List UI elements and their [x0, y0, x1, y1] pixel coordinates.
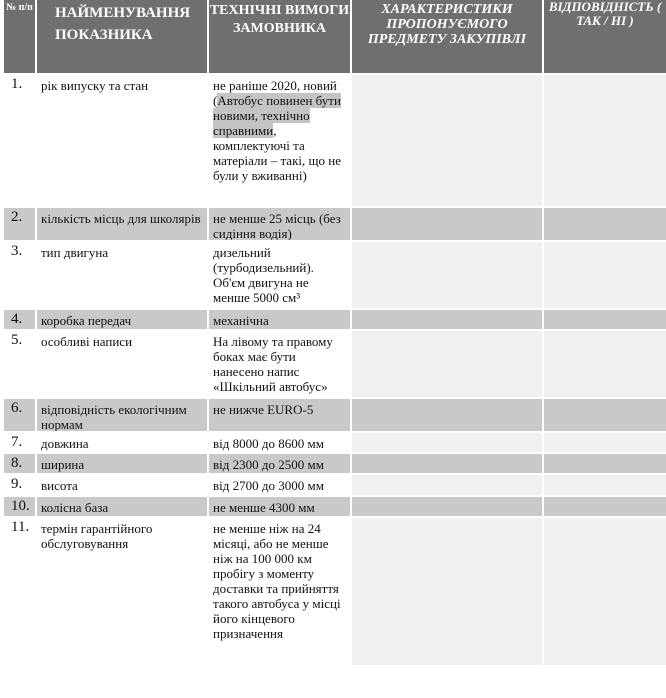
row-characteristics[interactable]: [352, 454, 542, 473]
row-num: 7.: [4, 433, 35, 452]
row-num: 4.: [4, 310, 35, 329]
row-compliance[interactable]: [544, 433, 666, 452]
row-characteristics[interactable]: [352, 75, 542, 206]
row-num: 6.: [4, 399, 35, 431]
row-compliance[interactable]: [544, 310, 666, 329]
row-characteristics[interactable]: [352, 310, 542, 329]
row-compliance[interactable]: [544, 454, 666, 473]
row-compliance[interactable]: [544, 242, 666, 308]
row-characteristics[interactable]: [352, 497, 542, 516]
row-compliance[interactable]: [544, 208, 666, 240]
table-row: [4, 518, 666, 665]
header-name: НАЙМЕНУВАННЯ ПОКАЗНИКА: [37, 0, 207, 73]
row-characteristics[interactable]: [352, 433, 542, 452]
row-characteristics[interactable]: [352, 518, 542, 665]
row-name: рік випуску та стан: [37, 75, 207, 206]
req-part: , комплектуючі та матеріали – такі, що не були у вживанні): [213, 123, 341, 183]
row-requirement: [209, 75, 350, 206]
req-part: не раніше 2020, новий (: [213, 78, 337, 108]
table-row: [4, 331, 666, 397]
row-num: 8.: [4, 454, 35, 473]
row-name: коробка передач: [37, 310, 207, 329]
table-row: [4, 399, 666, 431]
header-requirements: ТЕХНІЧНІ ВИМОГИ ЗАМОВНИКА: [209, 0, 350, 73]
row-requirement: не менше 25 місць (без сидіння водія): [209, 208, 350, 240]
row-requirement: від 8000 до 8600 мм: [209, 433, 350, 452]
row-name: висота: [37, 475, 207, 495]
table-row: [4, 433, 666, 452]
table-row: [4, 454, 666, 473]
row-name: відповідність екологічним нормам: [37, 399, 207, 431]
table-row: [4, 310, 666, 329]
table-row: [4, 497, 666, 516]
row-requirement: дизельний (турбодизельний). Об'єм двигуна не менше 5000 см³: [209, 242, 350, 308]
row-compliance[interactable]: [544, 399, 666, 431]
table-header: [4, 0, 666, 73]
row-num: 1.: [4, 75, 35, 206]
row-name: тип двигуна: [37, 242, 207, 308]
table-row: [4, 208, 666, 240]
row-compliance[interactable]: [544, 331, 666, 397]
row-name: кількість місць для школярів: [37, 208, 207, 240]
table-row: [4, 75, 666, 206]
row-requirement: не менше ніж на 24 місяці, або не менше ніж на 100 000 км пробігу з моменту доставки та прийняття такого автобуса у місці його кінцевого призначення: [209, 518, 350, 665]
row-compliance[interactable]: [544, 497, 666, 516]
row-requirement: від 2700 до 3000 мм: [209, 475, 350, 495]
row-num: 2.: [4, 208, 35, 240]
row-characteristics[interactable]: [352, 399, 542, 431]
row-name: колісна база: [37, 497, 207, 516]
row-characteristics[interactable]: [352, 475, 542, 495]
row-characteristics[interactable]: [352, 242, 542, 308]
row-requirement: не нижче EURO-5: [209, 399, 350, 431]
req-highlight: Автобус повинен бути новими, технічно справними: [213, 93, 341, 138]
row-name: довжина: [37, 433, 207, 452]
row-num: 5.: [4, 331, 35, 397]
row-num: 9.: [4, 475, 35, 495]
row-requirement: не менше 4300 мм: [209, 497, 350, 516]
table-row: [4, 475, 666, 495]
row-num: 3.: [4, 242, 35, 308]
row-num: 10.: [4, 497, 35, 516]
header-compliance: ВІДПОВІДНІСТЬ ( ТАК / НІ ): [544, 0, 666, 73]
row-characteristics[interactable]: [352, 208, 542, 240]
row-compliance[interactable]: [544, 475, 666, 495]
header-num: № п/п: [4, 0, 35, 73]
table-row: [4, 242, 666, 308]
row-name: особливі написи: [37, 331, 207, 397]
row-compliance[interactable]: [544, 518, 666, 665]
header-characteristics: ХАРАКТЕРИСТИКИ ПРОПОНУЄМОГО ПРЕДМЕТУ ЗАКУПІВЛІ: [352, 0, 542, 73]
row-requirement: На лівому та правому боках має бути нанесено напис «Шкільний автобус»: [209, 331, 350, 397]
row-name: ширина: [37, 454, 207, 473]
row-requirement: механічна: [209, 310, 350, 329]
row-num: 11.: [4, 518, 35, 665]
row-compliance[interactable]: [544, 75, 666, 206]
row-requirement: від 2300 до 2500 мм: [209, 454, 350, 473]
row-name: термін гарантійного обслуговування: [37, 518, 207, 665]
row-characteristics[interactable]: [352, 331, 542, 397]
